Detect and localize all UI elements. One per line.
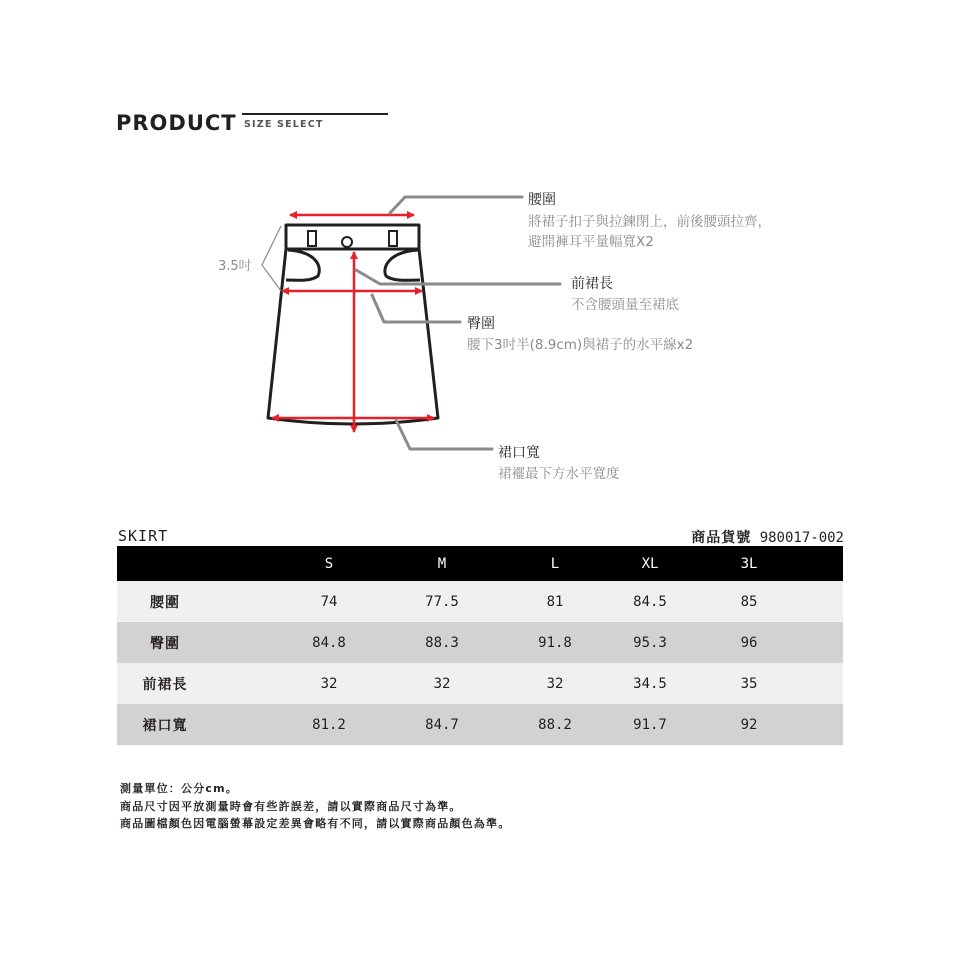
- table-row: 腰圍 74 77.5 81 84.5 85: [117, 581, 843, 622]
- hip-desc: 腰下3吋半(8.9cm)與裙子的水平線x2: [467, 337, 694, 353]
- note-line: 測量單位：公分cm。: [120, 782, 238, 795]
- size-table: [117, 546, 843, 745]
- table-row: 前裙長 32 32 32 34.5 35: [117, 663, 843, 704]
- table-row: 臀圍 84.8 88.3 91.8 95.3 96: [117, 622, 843, 663]
- product-code: [691, 527, 844, 547]
- product-code-label: 商品貨號: [691, 530, 752, 546]
- front-length-label: 前裙長: [571, 276, 613, 292]
- header-subtitle: SIZE SELECT: [244, 119, 324, 130]
- hip-label: 臀圍: [467, 316, 495, 332]
- note-line: 商品圖檔顏色因電腦螢幕設定差異會略有不同，請以實際商品顏色為準。: [120, 817, 511, 830]
- waist-desc-2: 避開褲耳平量幅寬X2: [528, 234, 654, 250]
- brand-title: PRODUCT: [116, 111, 237, 135]
- product-code-value: 980017-002: [759, 530, 844, 546]
- front-length-desc: 不含腰頭量至裙底: [571, 297, 679, 313]
- row-label: 臀圍: [150, 635, 180, 652]
- product-name: SKIRT: [118, 527, 169, 545]
- hem-desc: 裙襬最下方水平寬度: [498, 466, 620, 482]
- row-label: 腰圍: [150, 594, 180, 611]
- hip-offset-label: 3.5吋: [218, 259, 252, 274]
- button-icon: [342, 237, 352, 247]
- waist-label: 腰圍: [528, 192, 556, 208]
- row-label: 前裙長: [142, 676, 188, 693]
- row-label: 裙口寬: [142, 717, 188, 734]
- waist-desc-1: 將裙子扣子與拉鍊閉上，前後腰頭拉齊，: [528, 214, 771, 230]
- hem-label: 裙口寬: [498, 445, 540, 461]
- measurement-notes: [120, 780, 510, 833]
- size-header-row: S M L XL 3L: [117, 546, 843, 581]
- table-row: 裙口寬 81.2 84.7 88.2 91.7 92: [117, 704, 843, 745]
- note-line: 商品尺寸因平放測量時會有些許誤差，請以實際商品尺寸為準。: [120, 799, 462, 813]
- hip-offset-bracket: [262, 226, 281, 291]
